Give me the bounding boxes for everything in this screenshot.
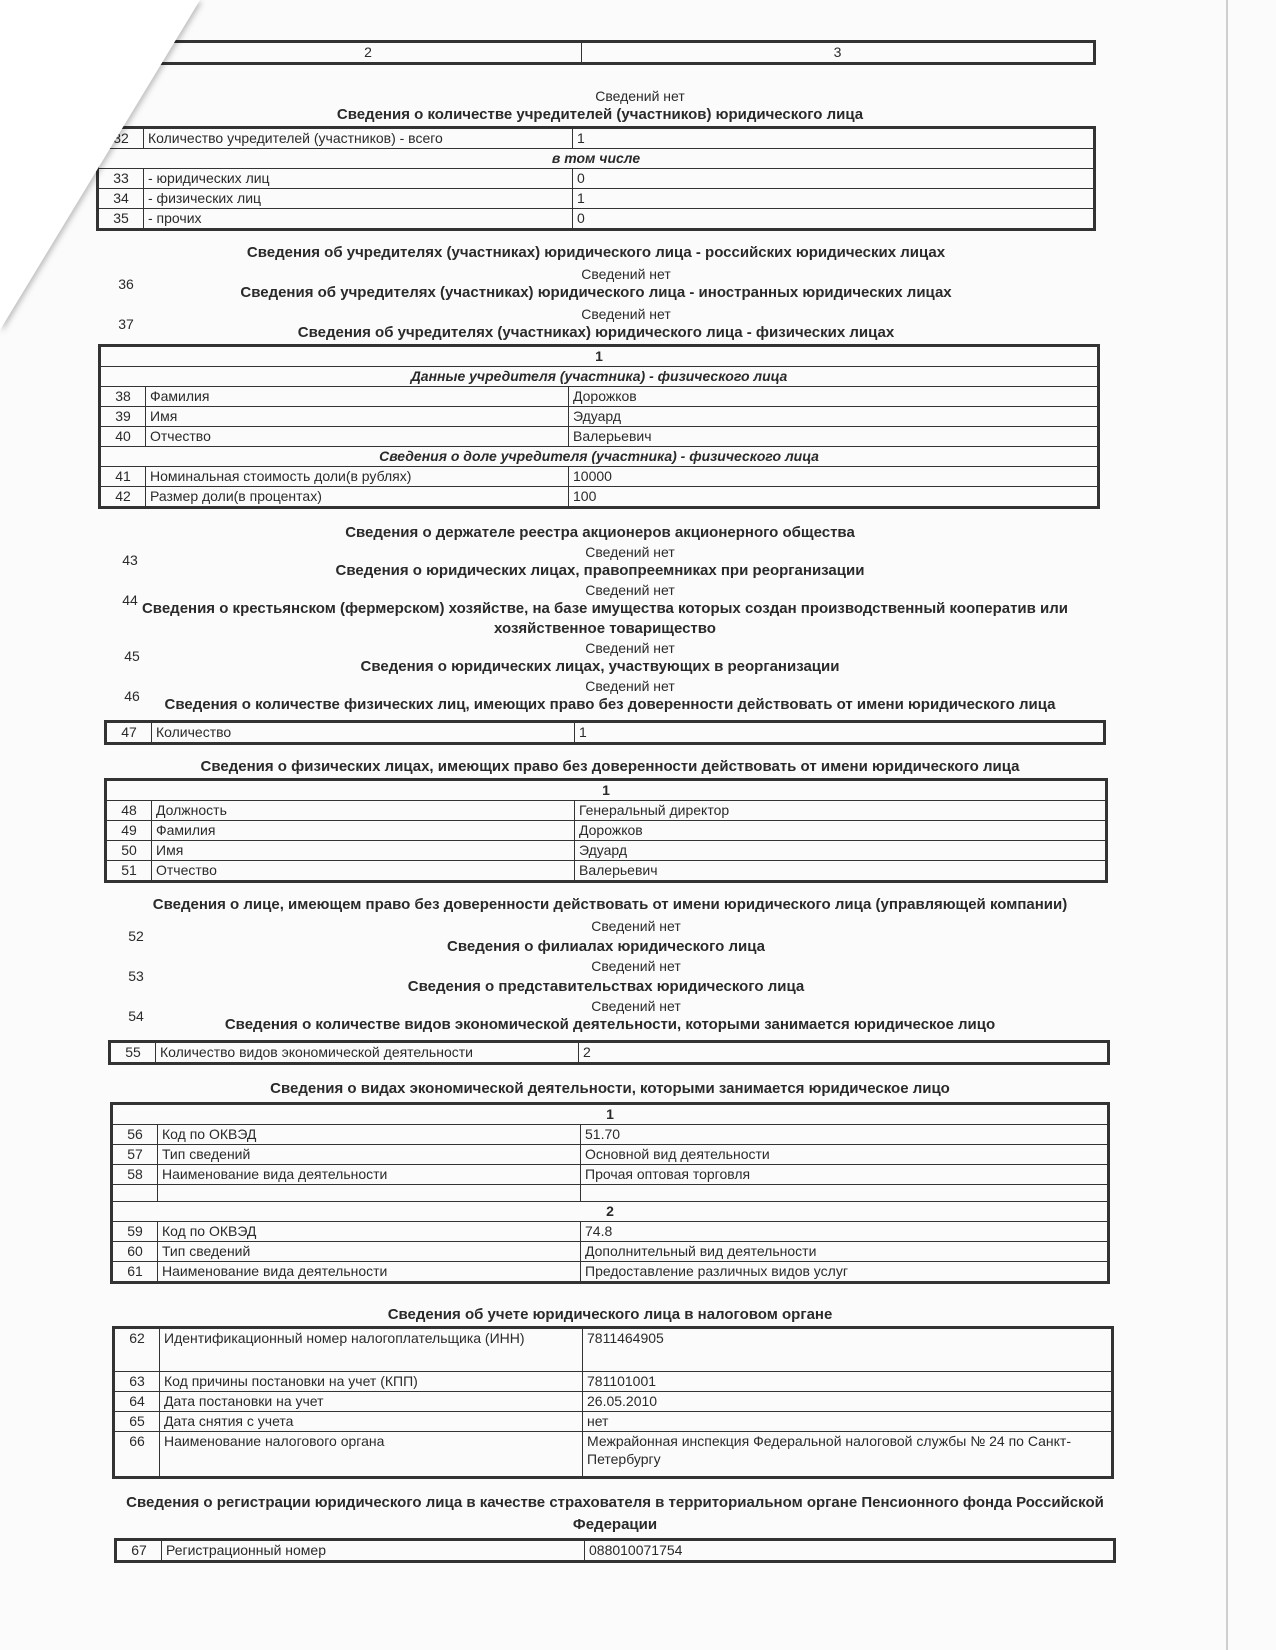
section-title: Сведения о количестве видов экономической деятельности, которыми занимается юридическое лицо [224,1016,996,1033]
section-title: Сведения об учете юридического лица в налоговом органе [387,1306,833,1323]
row-number: 53 [128,968,144,984]
section-title: Сведения об учредителях (участниках) юридического лица - иностранных юридических лицах [240,284,952,301]
row-number: 64 [114,1392,160,1412]
column-3-header: 3 [582,42,1095,64]
block-index: 1 [106,780,1107,801]
row-value: 10000 [569,467,1099,487]
authorized-persons-table [104,778,1108,883]
row-number: 47 [106,722,152,744]
row-label: Наименование налогового органа [160,1432,583,1478]
row-value: 74.8 [581,1222,1109,1242]
column-2-header: 2 [154,42,582,64]
row-label: - юридических лиц [144,169,573,189]
row-value: Предоставление различных видов услуг [581,1262,1109,1283]
row-label: Количество видов экономической деятельности [156,1042,579,1064]
column-header-row [152,40,1096,65]
row-value: 1 [575,722,1105,744]
row-number: 59 [112,1222,158,1242]
row-value: 7811464905 [583,1328,1113,1372]
row-label: Размер доли(в процентах) [146,487,569,508]
section-title: Сведения об учредителях (участниках) юридического лица - российских юридических лицах [246,244,946,261]
subheader: Сведения о доле учредителя (участника) - физического лица [100,447,1099,467]
founders-physical-table [98,344,1100,509]
row-number: 49 [106,821,152,841]
authorized-count-table [104,720,1106,745]
row-value: Генеральный директор [575,801,1107,821]
block-index: 1 [112,1104,1109,1125]
row-number: 44 [122,592,138,608]
row-label: Тип сведений [158,1145,581,1165]
section-title: Сведения о филиалах юридического лица [447,938,765,955]
row-number: 51 [106,861,152,882]
activities-table [110,1102,1110,1284]
section-title: Сведения о регистрации юридического лица в качестве страхователя в территориальном органе Пенсионного фонда Российской [126,1494,1104,1511]
row-number: 43 [122,552,138,568]
section-title: Сведения о физических лицах, имеющих право без доверенности действовать от имени юридического лица [200,758,1020,775]
row-label: Фамилия [146,387,569,407]
row-number: 60 [112,1242,158,1262]
row-number: 67 [116,1540,162,1562]
row-label: Фамилия [152,821,575,841]
row-number: 34 [98,189,144,209]
section-title: Сведения о юридических лицах, правопреемниках при реорганизации [335,562,865,579]
section-title-continued: Федерации [572,1516,658,1533]
folded-page-corner [0,0,200,330]
empty-cell [158,1185,581,1202]
value-line-2: Петербургу [587,1451,661,1467]
row-number: 42 [100,487,146,508]
tax-registration-table [112,1326,1114,1479]
row-number: 57 [112,1145,158,1165]
row-label: Номинальная стоимость доли(в рублях) [146,467,569,487]
row-value: Прочая оптовая торговля [581,1165,1109,1185]
row-number: 45 [124,648,140,664]
row-label: Код по ОКВЭД [158,1222,581,1242]
no-data-text: Сведений нет [585,582,675,598]
row-value: Валерьевич [569,427,1099,447]
row-number: 50 [106,841,152,861]
row-number: 35 [98,209,144,230]
row-label: Дата постановки на учет [160,1392,583,1412]
row-label: - физических лиц [144,189,573,209]
page-edge [1226,0,1228,1650]
no-data-text: Сведений нет [585,640,675,656]
value-line-1: Межрайонная инспекция Федеральной налоговой службы № 24 по Санкт- [587,1433,1071,1449]
section-title: Сведения о держателе реестра акционеров акционерного общества [345,524,855,541]
empty-cell [581,1185,1109,1202]
section-title: Сведения об учредителях (участниках) юридического лица - физических лицах [297,324,895,341]
founders-count-table [96,126,1096,231]
row-number: 48 [106,801,152,821]
row-value: Валерьевич [575,861,1107,882]
row-number: 66 [114,1432,160,1478]
row-number: 40 [100,427,146,447]
row-number: 37 [118,316,134,332]
row-number: 39 [100,407,146,427]
row-value: Дополнительный вид деятельности [581,1242,1109,1262]
row-label: Количество [152,722,575,744]
row-value: 0 [573,209,1095,230]
row-number: 63 [114,1372,160,1392]
row-label: Регистрационный номер [162,1540,585,1562]
row-label: Количество учредителей (участников) - всего [144,128,573,149]
section-title: Сведения о юридических лицах, участвующих в реорганизации [360,658,840,675]
no-data-text: Сведений нет [591,958,681,974]
row-number: 31 [114,96,130,112]
row-label: Имя [152,841,575,861]
no-data-text: Сведений нет [585,678,675,694]
subheader: в том числе [98,149,1095,169]
row-label: Имя [146,407,569,427]
row-label: Наименование вида деятельности [158,1262,581,1283]
row-number: 41 [100,467,146,487]
row-value: 781101001 [583,1372,1113,1392]
no-data-text: Сведений нет [585,544,675,560]
pension-registration-table [114,1538,1116,1563]
row-value: 100 [569,487,1099,508]
block-index: 2 [112,1202,1109,1222]
row-number: 58 [112,1165,158,1185]
row-label: Идентификационный номер налогоплательщика (ИНН) [160,1328,583,1372]
subheader: Данные учредителя (участника) - физического лица [100,367,1099,387]
row-number: 33 [98,169,144,189]
row-value: 51.70 [581,1125,1109,1145]
row-number: 38 [100,387,146,407]
row-label: Наименование вида деятельности [158,1165,581,1185]
row-value [583,1432,1113,1478]
row-number: 56 [112,1125,158,1145]
activity-count-table [108,1040,1110,1065]
row-number: 46 [124,688,140,704]
row-label: Тип сведений [158,1242,581,1262]
row-value: 1 [573,189,1095,209]
row-value: 2 [579,1042,1109,1064]
row-number: 61 [112,1262,158,1283]
row-value: 088010071754 [585,1540,1115,1562]
section-title: Сведения о количестве учредителей (участников) юридического лица [336,106,864,123]
section-title: Сведения о видах экономической деятельности, которыми занимается юридическое лицо [270,1080,950,1097]
section-title-continued: хозяйственное товарищество [494,620,716,637]
section-title: Сведения о представительствах юридического лица [407,978,805,995]
row-label: Дата снятия с учета [160,1412,583,1432]
no-data-text: Сведений нет [595,88,685,104]
row-number: 32 [98,128,144,149]
row-label: Код причины постановки на учет (КПП) [160,1372,583,1392]
row-number: 65 [114,1412,160,1432]
row-label: Должность [152,801,575,821]
row-number: 54 [128,1008,144,1024]
row-value: Основной вид деятельности [581,1145,1109,1165]
row-number: 52 [128,928,144,944]
row-value: Эдуард [569,407,1099,427]
block-index: 1 [100,346,1099,367]
row-value: Эдуард [575,841,1107,861]
row-number: 62 [114,1328,160,1372]
no-data-text: Сведений нет [581,306,671,322]
row-label: Отчество [146,427,569,447]
row-number: 36 [118,276,134,292]
no-data-text: Сведений нет [591,998,681,1014]
empty-cell [112,1185,158,1202]
section-title: Сведения о крестьянском (фермерском) хозяйстве, на базе имущества которых создан производственный кооператив или [141,600,1069,617]
row-value: 0 [573,169,1095,189]
section-title: Сведения о лице, имеющем право без доверенности действовать от имени юридического лица (управляющей компании) [152,896,1068,913]
no-data-text: Сведений нет [591,918,681,934]
row-label: Отчество [152,861,575,882]
row-value: Дорожков [575,821,1107,841]
section-title: Сведения о количестве физических лиц, имеющих право без доверенности действовать от имени юридического лица [164,696,1056,713]
row-value: 1 [573,128,1095,149]
row-label: Код по ОКВЭД [158,1125,581,1145]
row-value: 26.05.2010 [583,1392,1113,1412]
row-value: нет [583,1412,1113,1432]
row-number: 55 [110,1042,156,1064]
no-data-text: Сведений нет [581,266,671,282]
row-label: - прочих [144,209,573,230]
row-value: Дорожков [569,387,1099,407]
